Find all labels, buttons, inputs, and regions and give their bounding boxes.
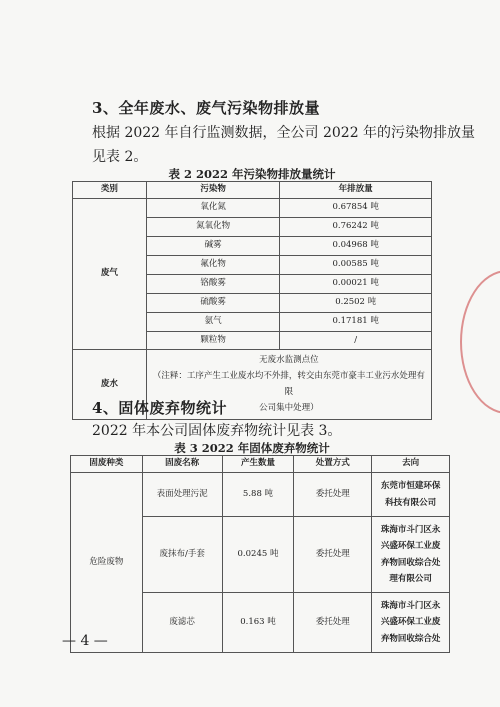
table2-pollutant-cell: 氧化氮: [146, 199, 280, 218]
table3-destination: [372, 593, 450, 653]
table3-method: 委托处理: [294, 517, 372, 593]
section4-paragraph: 2022 年本公司固体废弃物统计见表 3。: [92, 423, 342, 439]
table3-header-qty: 产生数量: [222, 456, 294, 473]
table3-category: 危险废物: [71, 473, 143, 653]
table3-header-method: 处置方式: [294, 456, 372, 473]
table2-header-pollutant: 污染物: [146, 182, 280, 199]
section3-para-line1: 根据 2022 年自行监测数据，全公司 2022 年的污染物排放量: [92, 125, 476, 141]
table2-amount-cell: 0.04968 吨: [280, 237, 432, 256]
table2-amount-cell: 0.00585 吨: [280, 256, 432, 275]
table2-pollutant-cell: 氮氧化物: [146, 218, 280, 237]
table2-amount-cell: 0.76242 吨: [280, 218, 432, 237]
table2-gas-category: 废气: [73, 199, 147, 350]
section3-heading: 3、全年废水、废气污染物排放量: [92, 99, 320, 117]
section3-paragraph: [92, 121, 482, 169]
page-number: — 4 —: [62, 633, 108, 649]
table2-amount-cell: 0.17181 吨: [280, 313, 432, 332]
dest-line: 兴盛环保工业废: [380, 541, 441, 552]
table3-destination: [372, 473, 450, 517]
table2-pollutant-cell: 硫酸雾: [146, 294, 280, 313]
table3-solid-waste: [70, 455, 450, 653]
dest-line: 理有限公司: [389, 573, 432, 584]
table3-destination: [372, 517, 450, 593]
table2-amount-cell: 0.2502 吨: [280, 294, 432, 313]
table2-water-category: 废水: [73, 350, 147, 420]
water-note-line2: （注释：工序产生工业废水均不外排，转交由东莞市豪丰工业污水处理有限: [152, 371, 425, 398]
table3-quantity: 5.88 吨: [222, 473, 294, 517]
section3-para-line2: 见表 2。: [92, 149, 148, 165]
table3-method: 委托处理: [294, 473, 372, 517]
table3-header-type: 固废种类: [71, 456, 143, 473]
table2-amount-cell: /: [280, 332, 432, 350]
table2-pollutant-cell: 碱雾: [146, 237, 280, 256]
table2-pollutant-cell: 铬酸雾: [146, 275, 280, 294]
table3-quantity: 0.0245 吨: [222, 517, 294, 593]
dest-line: 东莞市恒建环保: [380, 481, 441, 492]
table3-waste-name: 废抹布/手套: [142, 517, 222, 593]
table3-waste-name: 表面处理污泥: [142, 473, 222, 517]
dest-line: 弃物回收综合处: [380, 633, 441, 644]
table3-quantity: 0.163 吨: [222, 593, 294, 653]
table2-header-amount: 年排放量: [280, 182, 432, 199]
section4-heading: 4、固体废弃物统计: [92, 399, 227, 417]
table2-header-category: 类别: [73, 182, 147, 199]
dest-line: 科技有限公司: [385, 497, 437, 508]
dest-line: 弃物回收综合处: [380, 557, 441, 568]
table3-header-name: 固废名称: [142, 456, 222, 473]
table3-waste-name: 废滤芯: [142, 593, 222, 653]
table2-amount-cell: 0.00021 吨: [280, 275, 432, 294]
table3-method: 委托处理: [294, 593, 372, 653]
dest-line: 珠海市斗门区永: [380, 525, 441, 536]
table2-amount-cell: 0.67854 吨: [280, 199, 432, 218]
water-note-line3: 公司集中处理）: [259, 403, 319, 414]
dest-line: 兴盛环保工业废: [380, 617, 441, 628]
dest-line: 珠海市斗门区永: [380, 601, 441, 612]
water-note-line1: 无废水监测点位: [259, 355, 319, 365]
red-seal-stamp: [460, 270, 500, 414]
table2-pollutant-cell: 氨气: [146, 313, 280, 332]
table2-pollutant-emissions: [72, 181, 432, 420]
table2-pollutant-cell: 氟化物: [146, 256, 280, 275]
table3-caption: 表 3 2022 年固体废弃物统计: [174, 441, 330, 455]
table2-caption: 表 2 2022 年污染物排放量统计: [168, 167, 336, 181]
table2-pollutant-cell: 颗粒物: [146, 332, 280, 350]
table3-header-dest: 去向: [372, 456, 450, 473]
